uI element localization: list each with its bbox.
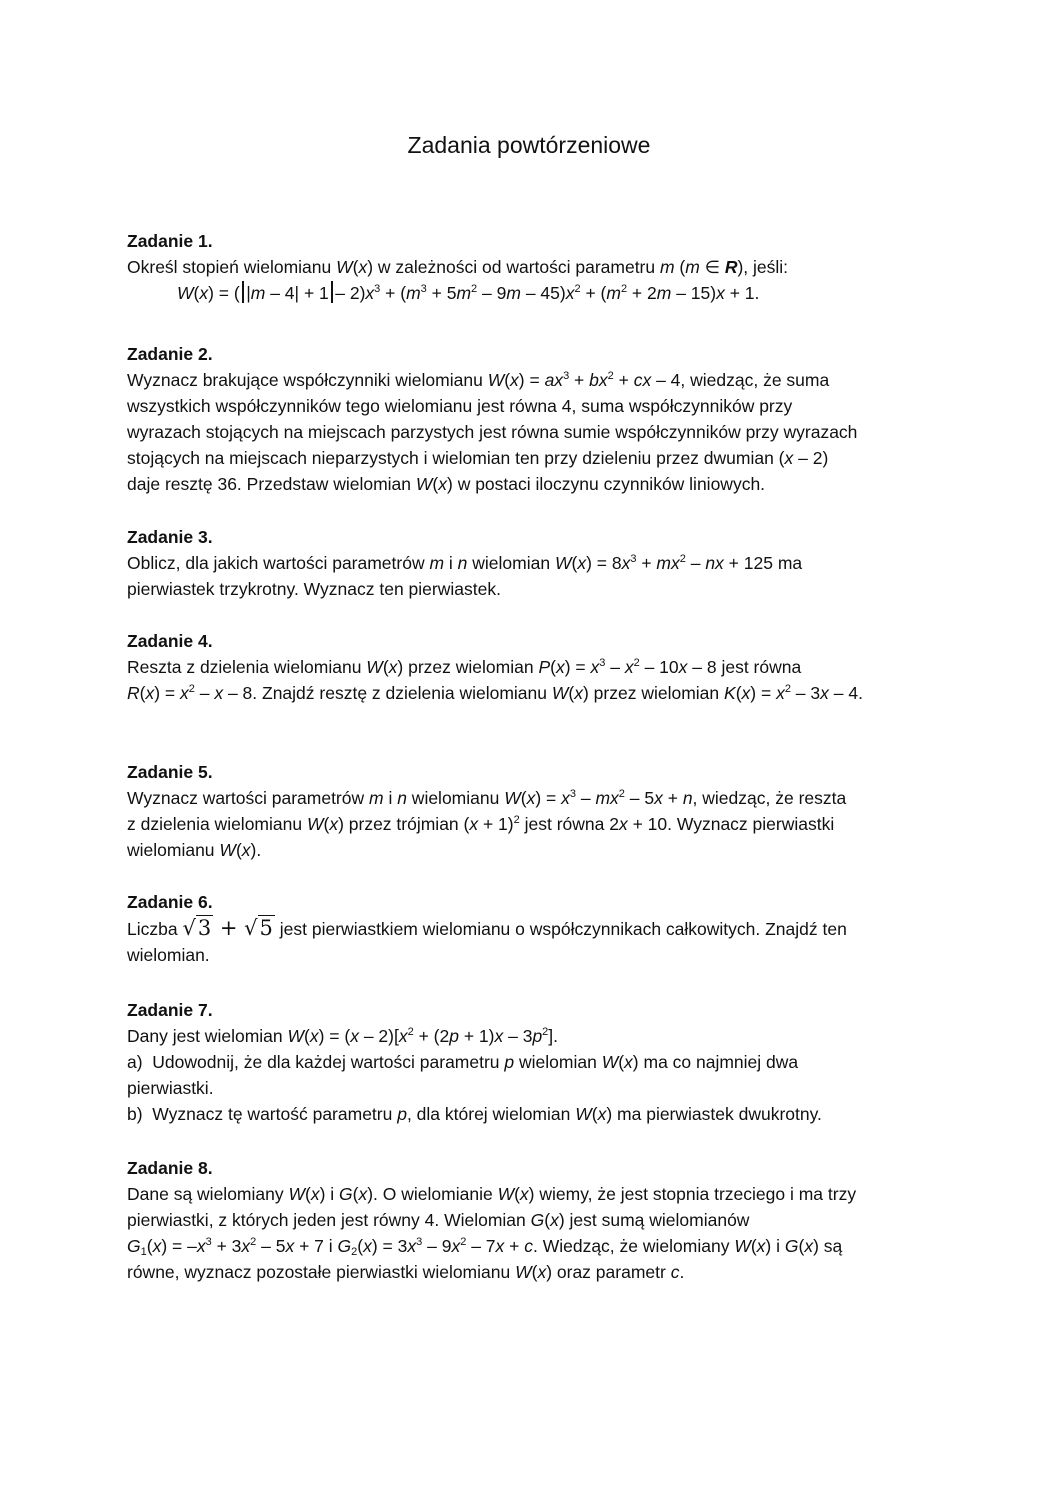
task-line: stojących na miejscach nieparzystych i wielomian ten przy dzieleniu przez dwumian (x – 2) xyxy=(127,448,829,468)
document-title: Zadania powtórzeniowe xyxy=(407,132,651,158)
task-formula: W(x) = ( $|m - 4| + 1 - 2)x^3 + (m^3 + 5m^2 - 9m - 45)x^2 + (m^2 + 2m - 15)x + 1$. xyxy=(177,283,760,303)
task-line: Liczba √3 + √5 jest pierwiastkiem wielomianu o współczynnikach całkowitych. Znajdź ten xyxy=(127,916,847,940)
task-heading: Zadanie 5. xyxy=(127,762,213,782)
sqrt-expression: √3 + √5 xyxy=(182,916,273,940)
task-heading: Zadanie 4. xyxy=(127,631,213,651)
task-heading: Zadanie 8. xyxy=(127,1158,213,1178)
task-line: Oblicz, dla jakich wartości parametrów m i n wielomian $W(x) = 8x^3 + mx^2$ – nx + 125 ma xyxy=(127,553,803,573)
task-line: wielomianu W(x). xyxy=(127,840,262,860)
task-heading: Zadanie 6. xyxy=(127,892,213,912)
task-8 xyxy=(127,1155,947,1285)
task-4 xyxy=(127,628,947,706)
task-line: Wyznacz wartości parametrów m i n wielomianu $W(x) = x^3 - mx^2 - 5x + n$, wiedząc, że reszta xyxy=(127,788,847,808)
task-7 xyxy=(127,997,947,1127)
task-5 xyxy=(127,759,947,863)
task-line: $R(x) = x^2 - x - 8$. Znajdź resztę z dzielenia wielomianu W(x) przez wielomian $K(x) = x^2 - 3x - 4$. xyxy=(127,683,863,703)
task-3 xyxy=(127,524,947,602)
task-line: $G_1(x) = -x^3 + 3x^2 - 5x + 7$ i $G_2(x) = 3x^3 - 9x^2 - 7x + c$. Wiedząc, że wielomiany W(x) i G(x) są xyxy=(127,1236,843,1258)
task-heading: Zadanie 3. xyxy=(127,527,213,547)
task-line: daje resztę 36. Przedstaw wielomian W(x) w postaci iloczynu czynników liniowych. xyxy=(127,474,766,494)
task-2 xyxy=(127,341,947,497)
task-line: pierwiastek trzykrotny. Wyznacz ten pierwiastek. xyxy=(127,579,501,599)
task-6 xyxy=(127,889,947,968)
task-line: z dzielenia wielomianu W(x) przez trójmian $(x + 1)^2$ jest równa 2x + 10. Wyznacz pierwiastki xyxy=(127,814,835,834)
task-line: Dane są wielomiany W(x) i G(x). O wielomianie W(x) wiemy, że jest stopnia trzeciego i ma trzy xyxy=(127,1184,857,1204)
task-line: Reszta z dzielenia wielomianu W(x) przez wielomian $P(x) = x^3 - x^2 - 10x - 8$ jest równa xyxy=(127,657,802,677)
task-line: wszystkich współczynników tego wielomianu jest równa 4, suma współczynników przy xyxy=(127,396,793,416)
task-line: b) Wyznacz tę wartość parametru p, dla której wielomian W(x) ma pierwiastek dwukrotny. xyxy=(127,1104,822,1124)
task-1 xyxy=(127,228,947,306)
task-line: Określ stopień wielomianu W(x) w zależności od wartości parametru m (m ∈ R), jeśli: xyxy=(127,257,789,277)
task-line: pierwiastki. xyxy=(127,1078,214,1098)
task-line: wielomian. xyxy=(127,945,210,965)
task-line: a) Udowodnij, że dla każdej wartości parametru p wielomian W(x) ma co najmniej dwa xyxy=(127,1052,799,1072)
task-line: Dany jest wielomian $W(x) = (x - 2)[x^2 + (2p + 1)x - 3p^2]$. xyxy=(127,1026,559,1046)
task-line: wyrazach stojących na miejscach parzystych jest równa sumie współczynników przy wyrazach xyxy=(127,422,858,442)
task-line: równe, wyznacz pozostałe pierwiastki wielomianu W(x) oraz parametr c. xyxy=(127,1262,685,1282)
task-line: pierwiastki, z których jeden jest równy 4. Wielomian G(x) jest sumą wielomianów xyxy=(127,1210,750,1230)
task-heading: Zadanie 7. xyxy=(127,1000,213,1020)
task-heading: Zadanie 1. xyxy=(127,231,213,251)
task-heading: Zadanie 2. xyxy=(127,344,213,364)
task-line: Wyznacz brakujące współczynniki wielomianu $W(x) = ax^3 + bx^2$ + cx – 4, wiedząc, że suma xyxy=(127,370,830,390)
